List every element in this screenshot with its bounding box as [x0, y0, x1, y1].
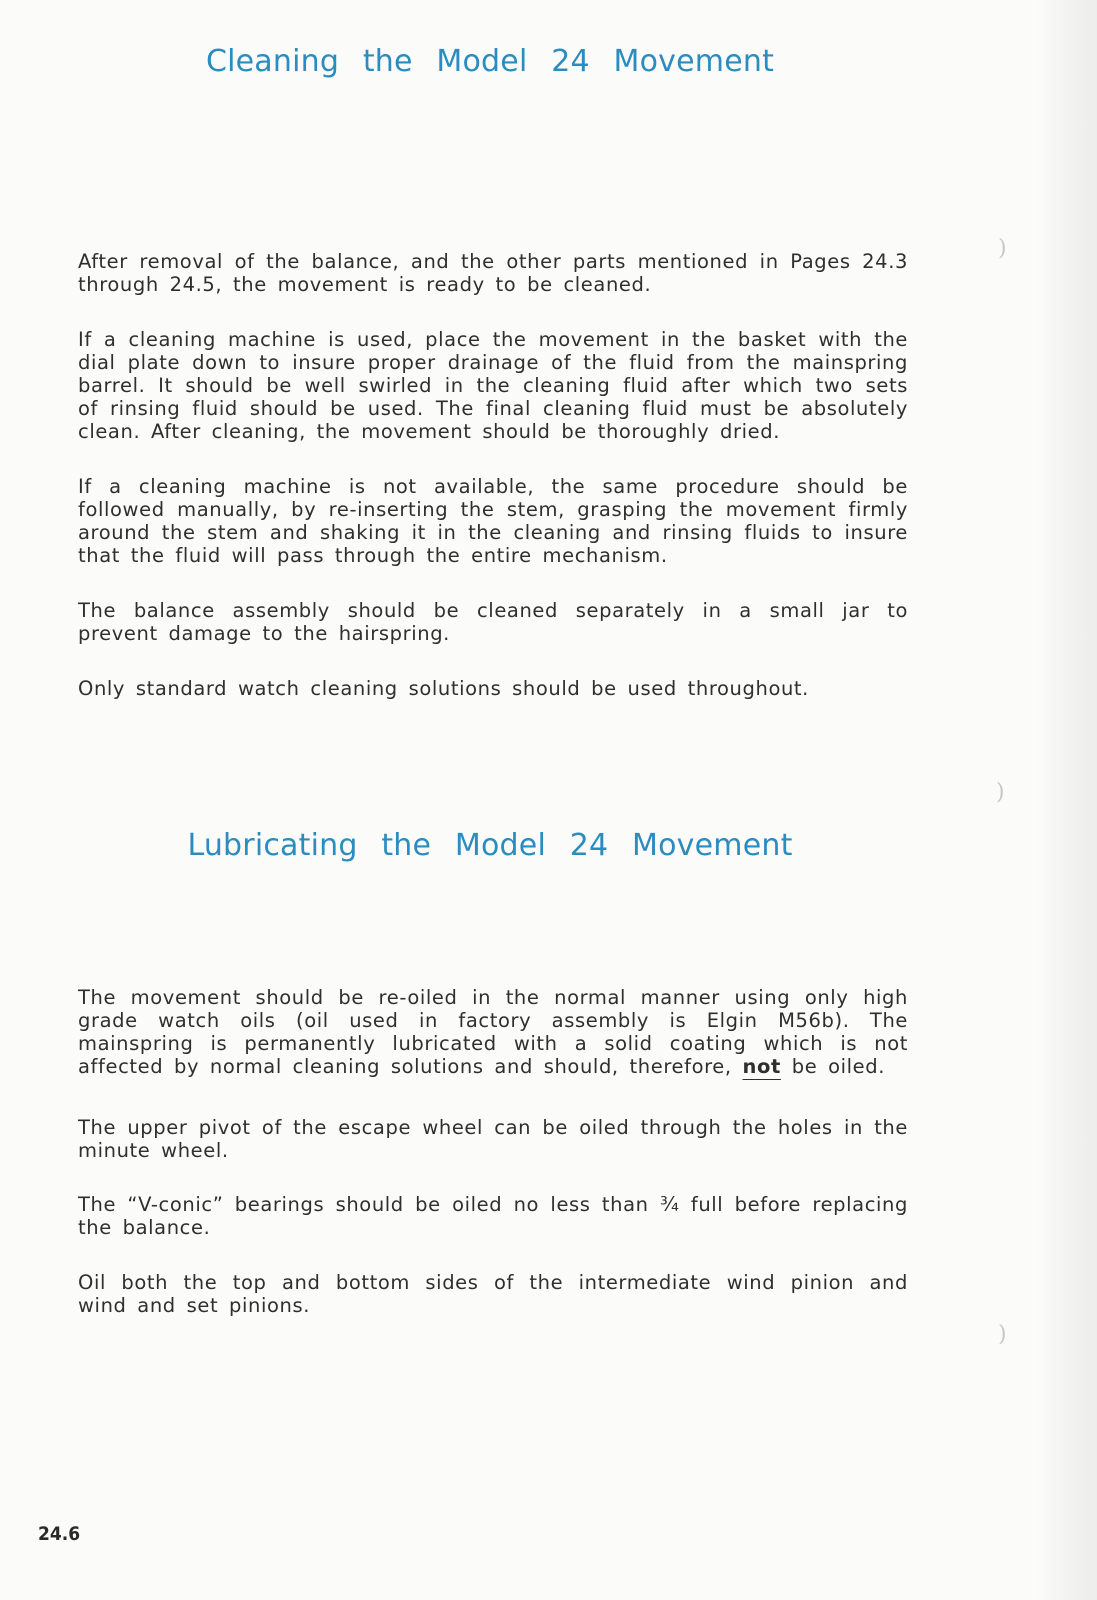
- lubricating-paragraph-2: The upper pivot of the escape wheel can be oiled through the holes in the minute wheel.: [78, 1116, 908, 1162]
- lubricating-paragraph-4: Oil both the top and bottom sides of the intermediate wind pinion and wind and set pinions.: [78, 1271, 908, 1317]
- cleaning-paragraph-1: After removal of the balance, and the other parts mentioned in Pages 24.3 through 24.5, the movement is ready to be cleaned.: [78, 250, 908, 296]
- lubricating-paragraph-3: The “V-conic” bearings should be oiled no less than ¾ full before replacing the balance.: [78, 1193, 908, 1239]
- emphasis-not: not: [742, 1055, 781, 1078]
- cleaning-section-heading: Cleaning the Model 24 Movement: [205, 44, 775, 79]
- cleaning-paragraph-3: If a cleaning machine is not available, the same procedure should be followed manually, by re-inserting the stem, grasping the movement firmly around the stem and shaking it in the cleaning and rinsing fluids to insure that the fluid will pass through the entire mechanism.: [78, 475, 908, 567]
- lubricating-paragraph-1-end: be oiled.: [791, 1055, 886, 1078]
- lubricating-paragraph-1-text: The movement should be re-oiled in the normal manner using only high grade watch oils (oil used in factory assembly is Elgin M56b). The mainspring is permanently lubricated with a solid coating which is not affected by normal cleaning solutions and should, therefore,: [78, 986, 908, 1078]
- margin-mark: ): [996, 780, 1005, 805]
- margin-mark: ): [998, 236, 1007, 261]
- page-edge-shadow: [1037, 0, 1097, 1600]
- cleaning-paragraph-2: If a cleaning machine is used, place the movement in the basket with the dial plate down to insure proper drainage of the fluid from the mainspring barrel. It should be well swirled in the cleaning fluid after which two sets of rinsing fluid should be used. The final cleaning fluid must be absolutely clean. After cleaning, the movement should be thoroughly dried.: [78, 328, 908, 443]
- cleaning-paragraph-4: The balance assembly should be cleaned separately in a small jar to prevent damage to the hairspring.: [78, 599, 908, 645]
- lubricating-section-heading: Lubricating the Model 24 Movement: [187, 828, 793, 863]
- lubricating-paragraph-1: [78, 986, 908, 1078]
- page-number: 24.6: [38, 1523, 81, 1545]
- margin-mark: ): [998, 1322, 1007, 1347]
- cleaning-paragraph-5: Only standard watch cleaning solutions should be used throughout.: [78, 677, 809, 700]
